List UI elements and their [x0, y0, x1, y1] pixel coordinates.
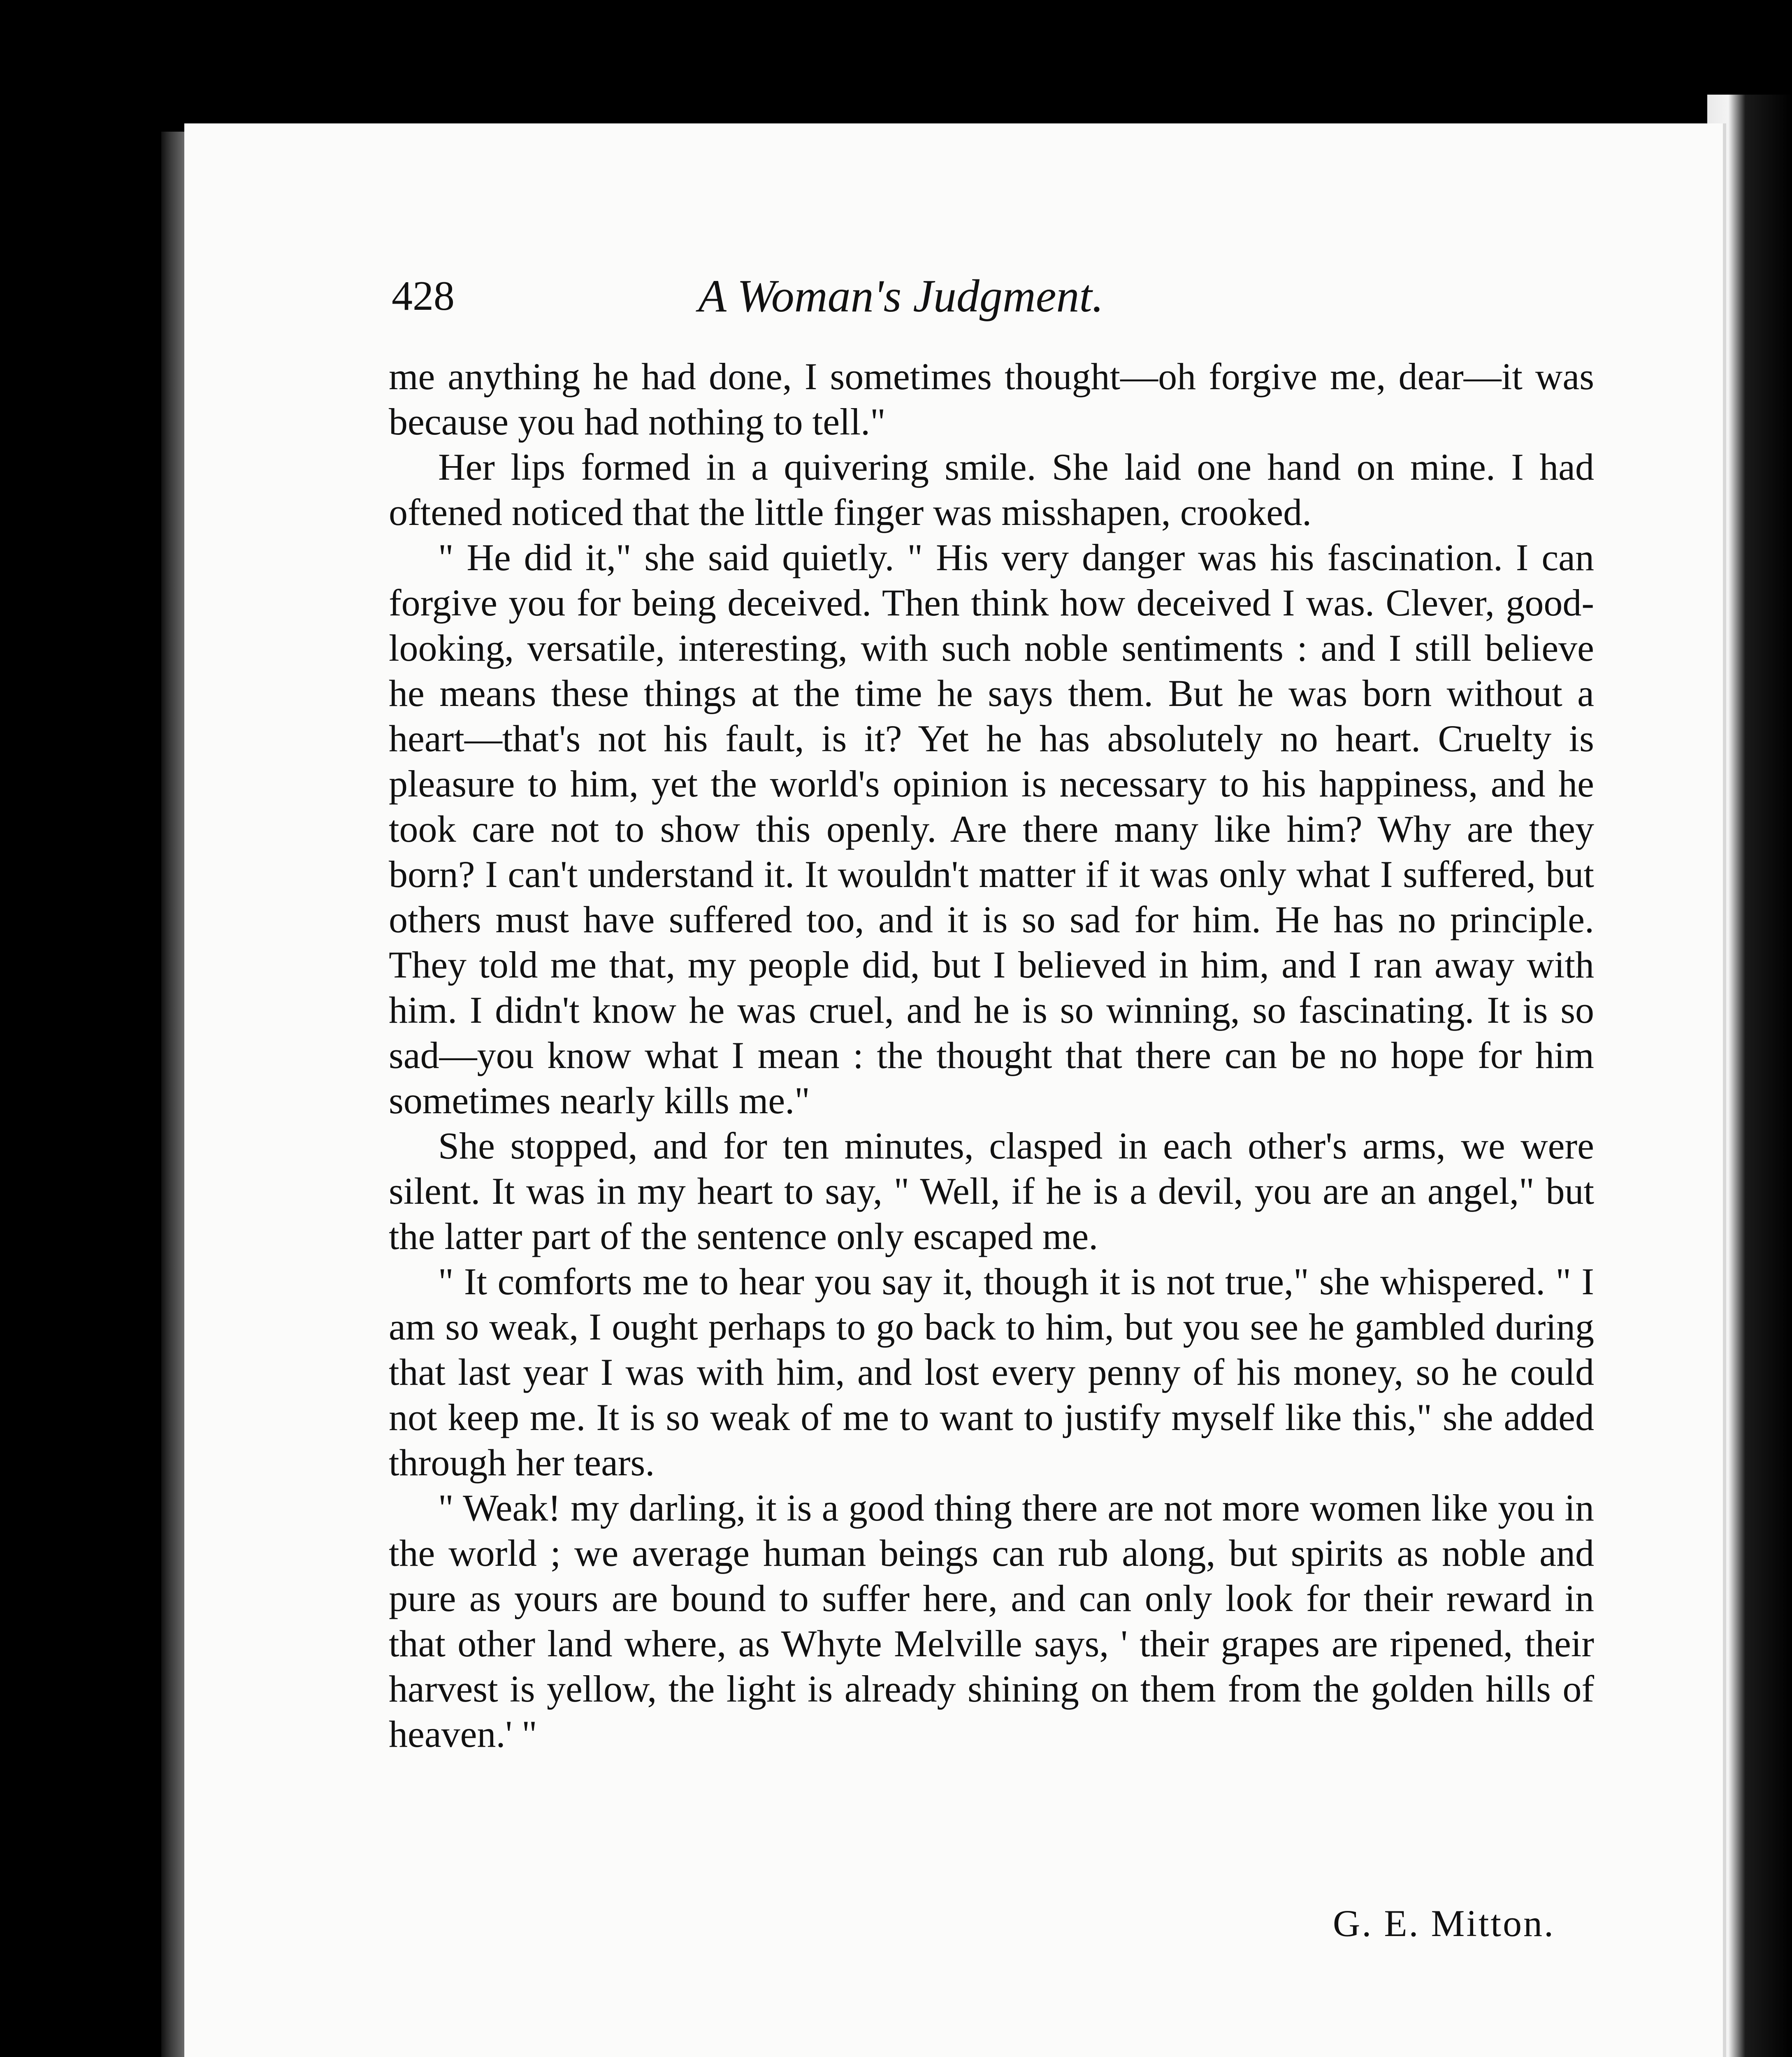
author-signature: G. E. Mitton. [1332, 1902, 1555, 1944]
paragraph-2: Her lips formed in a quivering smile. She laid one hand on mine. I had oftened noticed that the little finger was misshapen, crooked. [389, 446, 1594, 533]
book-binding-edge [161, 132, 184, 2057]
paragraph-5: " It comforts me to hear you say it, though it is not true," she whispered. " I am so weak, I ought perhaps to go back to him, but you see he gambled during that last year I was with him, and lost every penny of his money, so he could not keep me. It is so weak of me to want to justify myself like this," she added through her tears. [389, 1261, 1594, 1484]
running-title: A Woman's Judgment. [698, 271, 1104, 322]
paragraph-3: " He did it," she said quietly. " His very danger was his fascination. I can forgive you for being deceived. Then think how deceived I was. Clever, good-looking, versatile, interesting, with such noble sentiments : and I still believe he means these things at the time he says them. But he was born without a heart—that's not his fault, is it? Yet he has absolutely no heart. Cruelty is pleasure to him, yet the world's opinion is necessary to his happiness, and he took care not to show this openly. Are there many like him? Why are they born? I can't understand it. It wouldn't matter if it was only what I suffered, but others must have suffered too, and it is so sad for him. He has no principle. They told me that, my people did, but I believed in him, and I ran away with him. I didn't know he was cruel, and he is so winning, so fascinating. It is so sad—you know what I mean : the thought that there can be no hope for him sometimes nearly kills me." [389, 536, 1594, 1121]
running-head [206, 267, 1596, 325]
page-number: 428 [392, 273, 455, 319]
paragraph-1: me anything he had done, I sometimes thought—oh forgive me, dear—it was because you had nothing to tell." [389, 355, 1594, 443]
paragraph-4: She stopped, and for ten minutes, clasped in each other's arms, we were silent. It was in my heart to say, " Well, if he is a devil, you are an angel," but the latter part of the sentence only escaped me. [389, 1125, 1594, 1257]
body-text [389, 354, 1594, 1757]
paragraph-6: " Weak! my darling, it is a good thing there are not more women like you in the world ; we average human beings can rub along, but spirits as noble and pure as yours are bound to suffer here, and can only look for their reward in that other land where, as Whyte Melville says, ' their grapes are ripened, their harvest is yellow, the light is already shining on them from the golden hills of heaven.' " [389, 1487, 1594, 1755]
